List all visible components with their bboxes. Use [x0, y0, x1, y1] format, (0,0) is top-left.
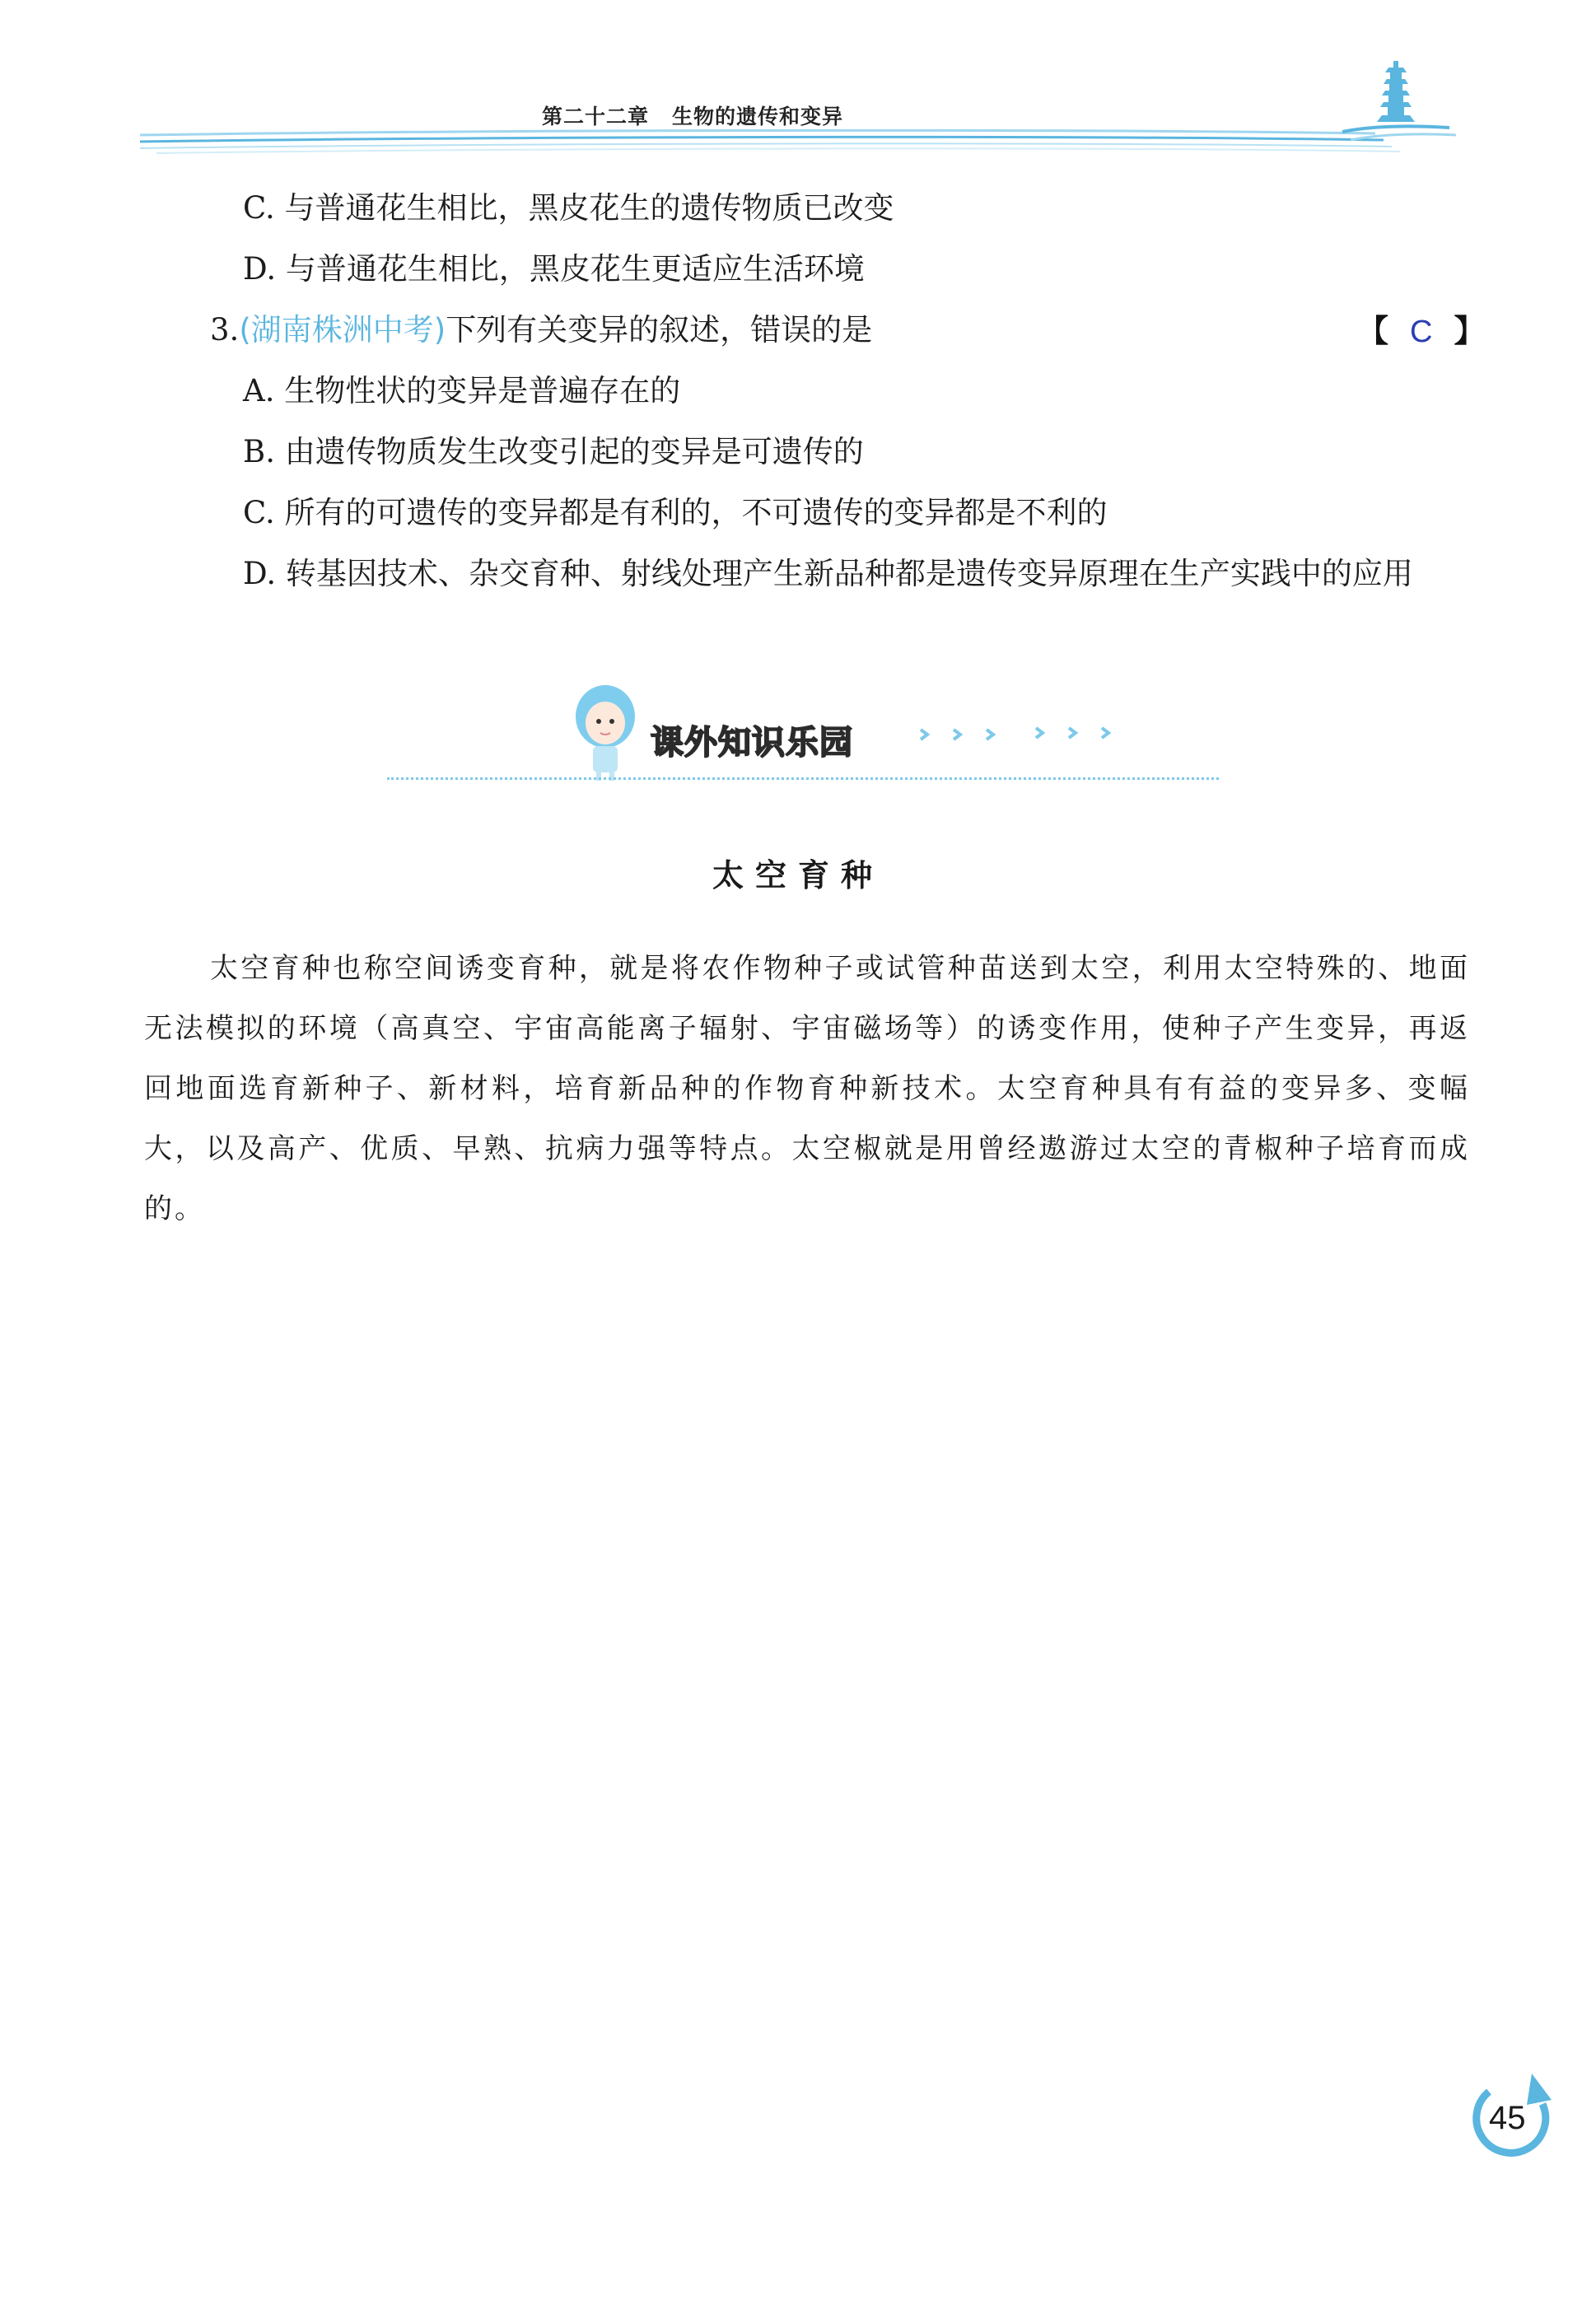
bracket-open: 【: [1357, 312, 1389, 349]
section-banner-title: 课外知识乐园: [651, 724, 853, 762]
option-c: C. 所有的可遗传的变异都是有利的，不可遗传的变异都是不利的: [243, 495, 1108, 530]
pagoda-icon: [1334, 49, 1458, 148]
article-paragraph: 太空育种也称空间诱变育种，就是将农作物种子或试管种苗送到太空，利用太空特殊的、地面无法模拟的环境（高真空、宇宙高能离子辐射、宇宙磁场等）的诱变作用，使种子产生变异，再返回地面选育新种子、新材料，培育新品种的作物育种新技术。太空育种具有有益的变异多、变幅大，以及高产、优质、早熟、抗病力强等特点。太空椒就是用曾经遨游过太空的青椒种子培育而成的。: [144, 952, 1470, 1225]
question-3-stem-line: [210, 310, 872, 351]
option-a: A. 生物性状的变异是普遍存在的: [243, 373, 681, 408]
chevron-right-icon: [1029, 716, 1194, 749]
chapter-name: 生物的遗传和变异: [672, 105, 844, 128]
question-source: (湖南株洲中考): [239, 312, 446, 348]
question-stem: 下列有关变异的叙述，错误的是: [446, 312, 873, 348]
girl-mascot-icon: [576, 685, 635, 781]
prev-option-d: D. 与普通花生相比，黑皮花生更适应生活环境: [243, 251, 865, 287]
option-d: D. 转基因技术、杂交育种、射线处理产生新品种都是遗传变异原理在生产实践中的应用: [243, 556, 1413, 591]
page-number: 45: [1489, 2100, 1526, 2136]
answer-box: [1357, 310, 1485, 352]
chapter-number: 第二十二章: [542, 105, 650, 128]
bracket-close: 】: [1454, 312, 1486, 349]
question-number: 3.: [210, 312, 240, 348]
prev-option-c: C. 与普通花生相比，黑皮花生的遗传物质已改变: [243, 190, 894, 226]
chapter-header: [542, 100, 843, 130]
dotted-divider: [387, 777, 1219, 780]
option-b: B. 由遗传物质发生改变引起的变异是可遗传的: [243, 434, 864, 469]
article-title: 太空育种: [712, 857, 884, 893]
answer-letter: C: [1410, 315, 1433, 349]
